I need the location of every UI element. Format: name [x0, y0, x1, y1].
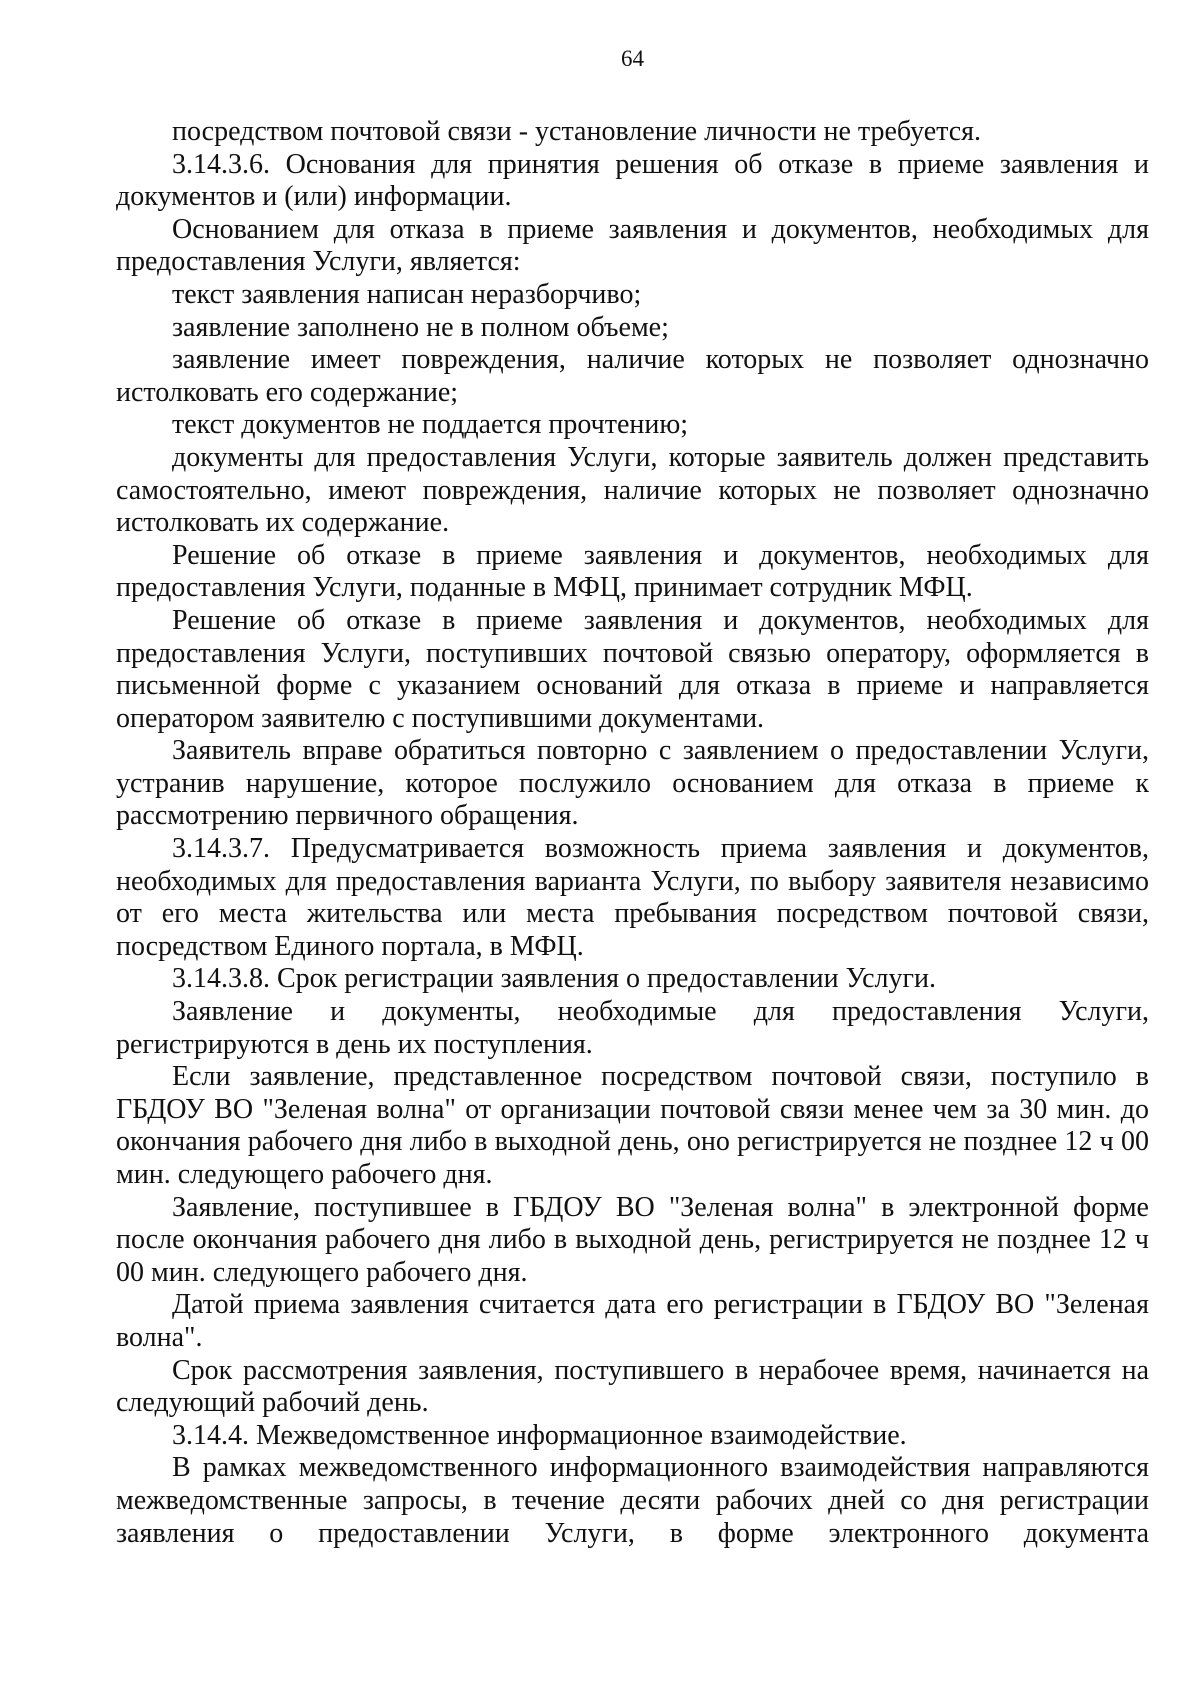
paragraph: Заявление и документы, необходимые для предоставления Услуги, регистрируются в день их поступления. [116, 996, 1149, 1060]
paragraph: посредством почтовой связи - установление личности не требуется. [172, 116, 982, 147]
list-item: документы для предоставления Услуги, которые заявитель должен представить самостоятельно, имеют повреждения, наличие которых не позволяет однозначно истолковать их содержание. [116, 441, 1149, 539]
list-item: текст заявления написан неразборчиво; [172, 278, 642, 310]
paragraph: Решение об отказе в приеме заявления и документов, необходимых для предоставления Услуги, поданные в МФЦ, принимает сотрудник МФЦ. [116, 539, 1149, 604]
paragraph: Датой приема заявления считается дата его регистрации в ГБДОУ ВО "Зеленая волна". [116, 1289, 1149, 1353]
paragraph: 3.14.4. Межведомственное информационное взаимодействие. [172, 1419, 907, 1451]
paragraph: 3.14.3.7. Предусматривается возможность приема заявления и документов, необходимых для предоставления варианта Услуги, по выбору заявителя независимо от его места жительства или места пребывания посредством почтовой связи, посредством Единого портала, в МФЦ. [116, 833, 1149, 962]
paragraph: Срок рассмотрения заявления, поступившего в нерабочее время, начинается на следующий рабочий день. [116, 1354, 1149, 1419]
list-item: заявление заполнено не в полном объеме; [172, 311, 669, 343]
list-item: заявление имеет повреждения, наличие которых не позволяет однозначно истолковать его содержание; [116, 344, 1149, 408]
page-number: 64 [621, 46, 644, 71]
paragraph: Основанием для отказа в приеме заявления и документов, необходимых для предоставления Услуги, является: [116, 213, 1149, 278]
document-body [116, 116, 1149, 1550]
list-item: текст документов не поддается прочтению; [172, 409, 689, 441]
paragraph: 3.14.3.6. Основания для принятия решения об отказе в приеме заявления и документов и (или) информации. [116, 148, 1149, 213]
paragraph: В рамках межведомственного информационного взаимодействия направляются межведомственные запросы, в течение десяти рабочих дней со дня регистрации заявления о предоставлении Услуги, в форме электронного документа [116, 1452, 1149, 1549]
paragraph: Если заявление, представленное посредством почтовой связи, поступило в ГБДОУ ВО "Зеленая волна" от организации почтовой связи менее чем за 30 мин. до окончания рабочего дня либо в выходной день, оно регистрируется не позднее 12 ч 00 мин. следующего рабочего дня. [116, 1061, 1149, 1190]
paragraph: Заявитель вправе обратиться повторно с заявлением о предоставлении Услуги, устранив нарушение, которое послужило основанием для отказа в приеме к рассмотрению первичного обращения. [116, 735, 1149, 832]
paragraph: Решение об отказе в приеме заявления и документов, необходимых для предоставления Услуги, поступивших почтовой связью оператору, оформляется в письменной форме с указанием оснований для отказа в приеме и направляется оператором заявителю с поступившими документами. [116, 604, 1149, 734]
paragraph: 3.14.3.8. Срок регистрации заявления о предоставлении Услуги. [172, 963, 936, 995]
paragraph: Заявление, поступившее в ГБДОУ ВО "Зеленая волна" в электронной форме после окончания рабочего дня либо в выходной день, регистрируется не позднее 12 ч 00 мин. следующего рабочего дня. [116, 1191, 1149, 1288]
